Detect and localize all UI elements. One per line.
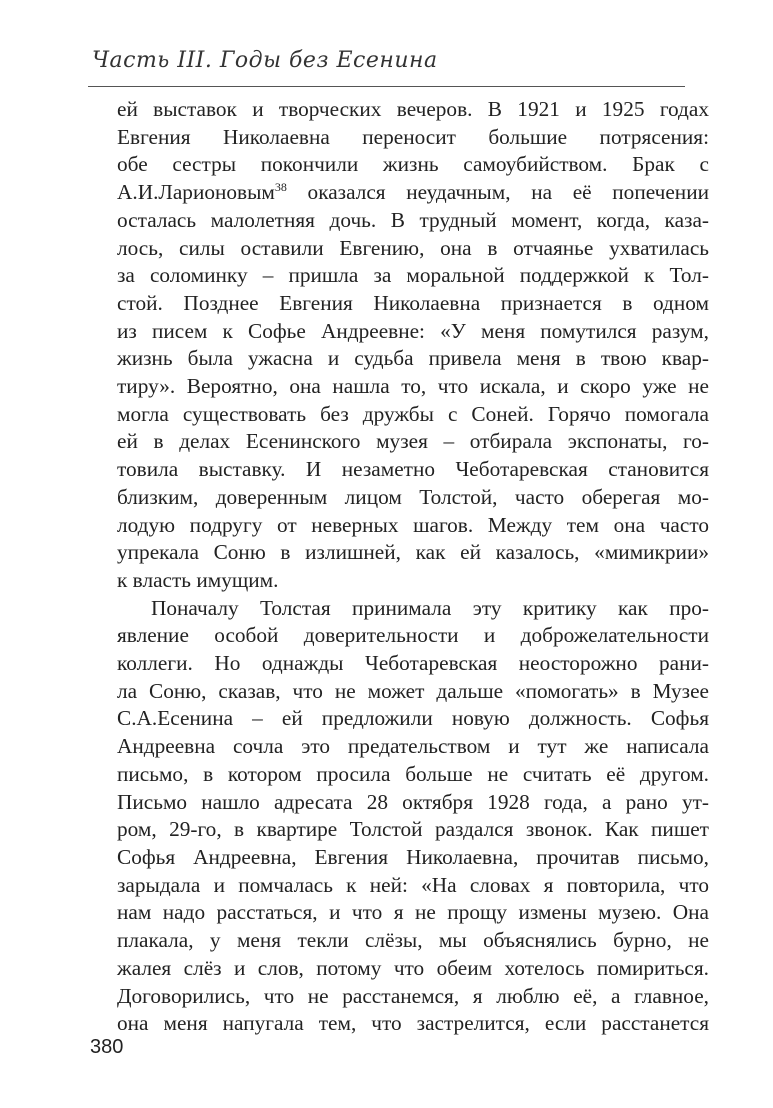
text-line: она меня напугала тем, что застрелится, если расстанется bbox=[117, 1011, 709, 1036]
text-line: Андреевна сочла это предательством и тут же написала bbox=[117, 734, 709, 759]
text-line: коллеги. Но однажды Чеботаревская неосторожно рани- bbox=[117, 651, 709, 676]
header-rule bbox=[88, 86, 685, 87]
text-line: Евгения Николаевна переносит большие потрясения: bbox=[117, 124, 709, 149]
text-line: письмо, в котором просила больше не считать её другом. bbox=[117, 761, 709, 786]
text-line: нам надо расстаться, и что я не прощу измены музею. Она bbox=[117, 900, 709, 925]
footnote-reference: 38 bbox=[274, 180, 287, 195]
text-line bbox=[117, 179, 709, 207]
text-line: Софья Андреевна, Евгения Николаевна, прочитав письмо, bbox=[117, 844, 709, 869]
text-line: близким, доверенным лицом Толстой, часто оберегая мо- bbox=[117, 484, 709, 509]
text-line: ей в делах Есенинского музея – отбирала экспонаты, го- bbox=[117, 429, 709, 454]
text-line: Договорились, что не расстанемся, я люблю её, а главное, bbox=[117, 983, 709, 1008]
text-line: ей выставок и творческих вечеров. В 1921 и 1925 годах bbox=[117, 97, 709, 121]
text-line: жалея слёз и слов, потому что обеим хотелось помириться. bbox=[117, 955, 709, 980]
text-line: ла Соню, сказав, что не может дальше «помогать» в Музее bbox=[117, 678, 709, 703]
text-line: к власть имущим. bbox=[117, 567, 279, 592]
text-line: лодую подругу от неверных шагов. Между тем она часто bbox=[117, 512, 709, 537]
text-line: упрекала Соню в излишней, как ей казалось, «мимикрии» bbox=[117, 540, 709, 565]
paragraph-1 bbox=[117, 96, 709, 595]
text-line: осталась малолетняя дочь. В трудный момент, когда, каза- bbox=[117, 207, 709, 232]
text-line: за соломинку – пришла за моральной поддержкой к Тол- bbox=[117, 263, 709, 288]
text-line: могла существовать без дружбы с Соней. Горячо помогала bbox=[117, 401, 709, 426]
text-fragment: А.И.Ларионовым bbox=[117, 180, 275, 205]
text-line: стой. Позднее Евгения Николаевна признается в одном bbox=[117, 290, 709, 315]
text-line: Поначалу Толстая принимала эту критику как про- bbox=[151, 595, 709, 620]
text-line: тиру». Вероятно, она нашла то, что искала, и скоро уже не bbox=[117, 374, 709, 399]
text-line: явление особой доверительности и доброжелательности bbox=[117, 623, 709, 648]
paragraph-2 bbox=[117, 595, 709, 1038]
page-number: 380 bbox=[90, 1036, 124, 1058]
running-head: Часть III. Годы без Есенина bbox=[92, 48, 438, 73]
text-line: из писем к Софье Андреевне: «У меня помутился разум, bbox=[117, 318, 709, 343]
text-line: ром, 29-го, в квартире Толстой раздался звонок. Как пишет bbox=[117, 817, 709, 842]
text-line: зарыдала и помчалась к ней: «На словах я повторила, что bbox=[117, 872, 709, 897]
text-line: плакала, у меня текли слёзы, мы объяснялись бурно, не bbox=[117, 928, 709, 953]
text-fragment: оказался неудачным, на её попечении bbox=[286, 180, 709, 205]
text-line: лось, силы оставили Евгению, она в отчаянье ухватилась bbox=[117, 235, 709, 260]
text-line: С.А.Есенина – ей предложили новую должность. Софья bbox=[117, 706, 709, 731]
text-line: жизнь была ужасна и судьба привела меня в твою квар- bbox=[117, 346, 709, 371]
page-body-text bbox=[117, 96, 709, 1038]
text-line: товила выставку. И незаметно Чеботаревская становится bbox=[117, 457, 709, 482]
text-line: обе сестры покончили жизнь самоубийством. Брак с bbox=[117, 152, 709, 177]
text-line: Письмо нашло адресата 28 октября 1928 года, а рано ут- bbox=[117, 789, 709, 814]
